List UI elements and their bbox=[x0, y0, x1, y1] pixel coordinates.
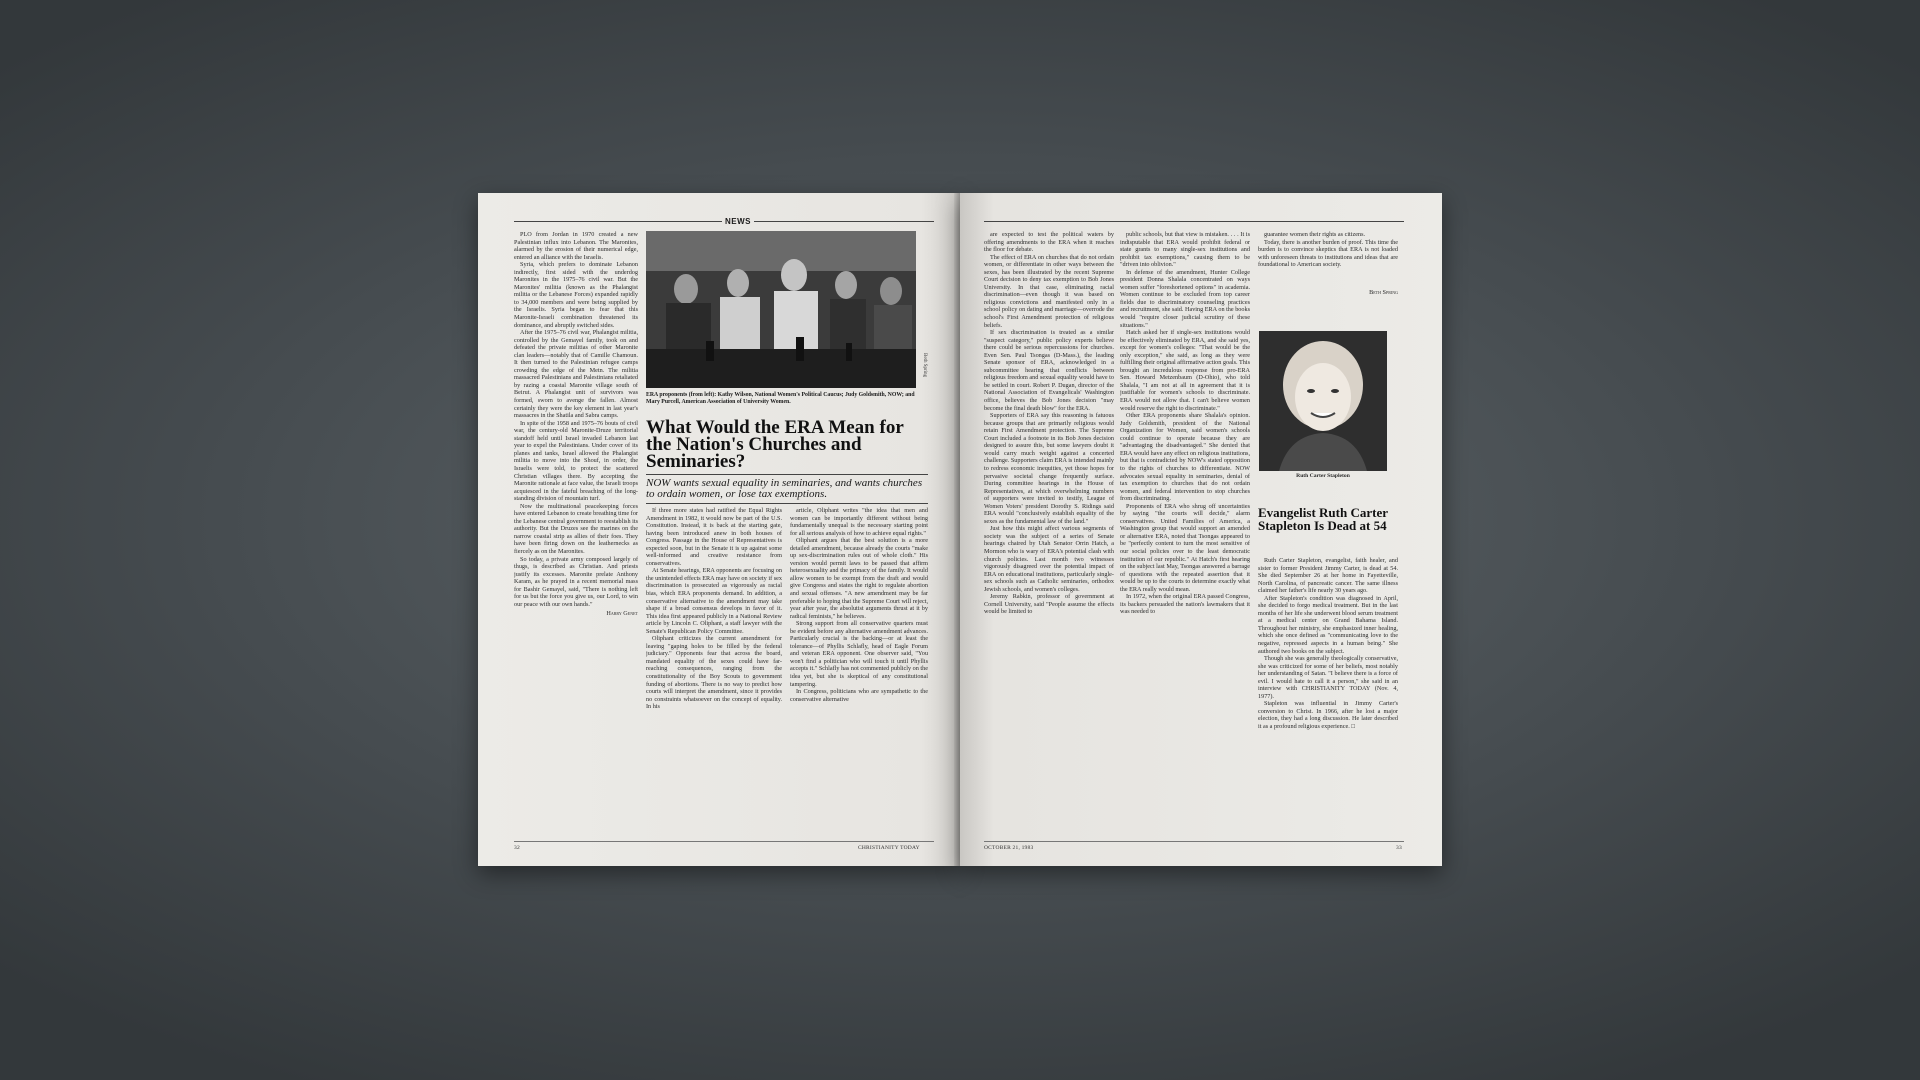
byline: Harry Genet bbox=[606, 610, 638, 618]
paragraph: Stapleton was influential in Jimmy Carter's conversion to Christ. In 1966, after he lost a major election, they had a long discussion. He later described it as a profound religious experience. □ bbox=[1258, 700, 1398, 731]
left-column-3 bbox=[790, 507, 928, 837]
portrait-image bbox=[1259, 331, 1387, 471]
paragraph: If three more states had ratified the Equal Rights Amendment in 1982, it would now be part of the U.S. Constitution. Instead, it is back at the starting gate, having been introduced anew in both houses of Congress. Passage in the House of Representatives is expected soon, but in the Senate it is up against some well-informed and creative resistance from conservatives. bbox=[646, 507, 782, 567]
paragraph: Other ERA proponents share Shalala's opinion. Judy Goldsmith, president of the National Organization for Women, said women's schools could continue to operate because they are "advantaging the disadvantaged." She denied that ERA would have any effect on religious institutions, but that is contradicted by NOW's stated opposition to the rights of churches to differentiate. NOW advocates sexual equality in seminaries, denial of tax exemption to churches that do not ordain women, and federal intervention to stop churches from discriminating. bbox=[1120, 412, 1250, 503]
right-column-3-bottom bbox=[1258, 557, 1398, 837]
paragraph: In Congress, politicians who are sympathetic to the conservative alternative bbox=[790, 688, 928, 703]
paragraph: If sex discrimination is treated as a similar "suspect category," public policy experts believe there could be serious repercussions for churches. Even Sen. Paul Tsongas (D-Mass.), the leading Senate sponsor of ERA, acknowledged in a subcommittee hearing that conflicts between religious freedom and sexual equality would have to be settled in court. Robert P. Dugan, director of the National Association of Evangelicals' Washington office, believes the Bob Jones decision "may become the final death blow" for the ERA. bbox=[984, 329, 1114, 412]
paragraph: Now the multinational peacekeeping forces have entered Lebanon to create breathing time for the Lebanese central government to reestablish its authority. But the Druzes see the marines on the narrow coastal strip as allies of their foes. They have been firing down on the leathernecks as fiercely as on the Maronites. bbox=[514, 502, 638, 555]
section-label: NEWS bbox=[722, 217, 754, 226]
paragraph: Just how this might affect various segments of society was the subject of a series of Senate hearings chaired by Utah Senator Orrin Hatch, a Mormon who is wary of ERA's potential clash with church policies. Last month two witnesses vigorously disagreed over the potential impact of ERA on educational institutions, particularly single-sex schools such as Catholic seminaries, orthodox Jewish schools, and women's colleges. bbox=[984, 525, 1114, 593]
page-number-left: 32 bbox=[514, 845, 520, 851]
paragraph: article, Oliphant writes "the idea that men and women can be importantly different without being fundamentally unequal is the necessary starting point for all serious analysis of how to achieve equal rights." bbox=[790, 507, 928, 537]
right-footer-rule bbox=[984, 841, 1404, 842]
paragraph: The effect of ERA on churches that do not ordain women, or differentiate in other ways between the sexes, has been illustrated by the recent Supreme Court decision to deny tax exemption to Bob Jones University. In that case, eliminating racial discrimination—even though it was based on religious convictions and manifested only in a school policy on dating and marriage—overrode the school's First Amendment protection of religious beliefs. bbox=[984, 253, 1114, 329]
paragraph: Ruth Carter Stapleton, evangelist, faith healer, and sister to former President Jimmy Carter, is dead at 54. She died September 26 at her home in Fayetteville, North Carolina, of pancreatic cancer. The same illness claimed her father's life nearly 30 years ago. bbox=[1258, 557, 1398, 595]
obituary-headline: Evangelist Ruth Carter Stapleton Is Dead at 54 bbox=[1258, 505, 1388, 533]
page-number-right: 33 bbox=[1396, 845, 1402, 851]
paragraph: Hatch asked her if single-sex institutions would be effectively eliminated by ERA, and she said yes, except for women's colleges: "That would be the only exception," she said, as long as they were fulfilling their original affirmative action goals. This brought an incredulous response from pro-ERA Sen. Howard Metzenbaum (D-Ohio), who told Shalala, "I am not at all in agreement that it is justifiable for women's schools to discriminate. ERA would not allow that. I can't believe women would reserve the right to discriminate." bbox=[1120, 329, 1250, 412]
right-column-3-top bbox=[1258, 231, 1398, 289]
footer-rule bbox=[514, 841, 934, 842]
paragraph: are expected to test the political waters by offering amendments to the ERA when it reaches the floor for debate. bbox=[984, 231, 1114, 254]
right-column-2 bbox=[1120, 231, 1250, 837]
headline-rule bbox=[646, 474, 928, 475]
magazine-title: CHRISTIANITY TODAY bbox=[858, 845, 920, 851]
left-column-1 bbox=[514, 231, 638, 831]
paragraph: Though she was generally theologically conservative, she was criticized for some of her beliefs, most notably her understanding of Satan. "I believe there is a force of evil. I would hate to call it a person," she said in an interview with CHRISTIANITY TODAY (Nov. 4, 1977). bbox=[1258, 655, 1398, 700]
left-page bbox=[478, 193, 960, 866]
paragraph: So today, a private army composed largely of thugs, is described as Christian. And priests justify its excesses. Maronite prelate Anthony Karam, as he prayed in a recent memorial mass for Bashir Gemayel, said, "There is nothing left for us but the force you give us, our Lord, to win our peace with our own hands." bbox=[514, 555, 638, 608]
stapleton-portrait bbox=[1259, 331, 1387, 471]
article-headline: What Would the ERA Mean for the Nation's Churches and Seminaries? bbox=[646, 417, 904, 472]
paragraph: Strong support from all conservative quarters must be evident before any alternative amendment advances. Particularly crucial is the backing—or at least the tolerance—of Phyllis Schlafly, head of Eagle Forum and veteran ERA opponent. One observer said, "You won't find a politician who will touch it until Phyllis accepts it." Schlafly has not commented publicly on the idea yet, but she is skeptical of any constitutional tampering. bbox=[790, 620, 928, 688]
right-column-1 bbox=[984, 231, 1114, 837]
paragraph: Supporters of ERA say this reasoning is fatuous because groups that are primarily religious would retain First Amendment protection. The Supreme Court included a footnote in its Bob Jones decision designed to assure this, but some lawyers doubt it would carry much weight against a concerted challenge. Supporters claim ERA is intended mainly to redress economic inequities, yet those hopes for pervasive societal change frequently surface. During committee hearings in the House of Representatives, at which overwhelming numbers of supporters were invited to testify, League of Women Voters' president Dorothy S. Ridings said ERA would "conclusively establish equality of the sexes as the fundamental law of the land." bbox=[984, 412, 1114, 525]
paragraph: Syria, which prefers to dominate Lebanon indirectly, first sided with the underdog Maronites in the 1975–76 civil war. But the Maronites' militia (known as the Phalangist militia or the Lebanese Forces) expanded rapidly to 34,000 members and were being supplied by the Israelis. Syria began to fear that this Maronite-Israeli combination threatened its dominance, and abruptly switched sides. bbox=[514, 261, 638, 329]
paragraph: Oliphant argues that the best solution is a more detailed amendment, because already the courts "make up sex-discrimination rules out of whole cloth." His version would permit laws to be passed that affirm heterosexuality and the primacy of the family. It would allow women to be exempt from the draft and would give Congress and states the right to regulate abortion and sexual offenses. "A new amendment may be far preferable to hoping that the Supreme Court will reject, year after year, the absolutist arguments thrust at it by radical feminists," he believes. bbox=[790, 537, 928, 620]
paragraph: public schools, but that view is mistaken. . . . It is indisputable that ERA would prohibit federal or state grants to many single-sex institutions and prohibit tax exemptions," causing them to be "driven into oblivion." bbox=[1120, 231, 1250, 269]
right-page bbox=[960, 193, 1442, 866]
paragraph: In spite of the 1958 and 1975–76 bouts of civil war, the century-old Maronite-Druze territorial standoff held until Israel invaded Lebanon last year to expel the Palestinians. Under cover of its planes and tanks, Israel allowed the Phalangist militia to move into the Shouf, in order, the Israelis were told, to protect the scattered Christian villages there. By accepting the Maronite rationale at face value, the Israeli troops acquiesced in the fateful breaching of the long-standing division of mountain turf. bbox=[514, 419, 638, 503]
issue-date: OCTOBER 21, 1983 bbox=[984, 845, 1034, 851]
paragraph: PLO from Jordan in 1970 created a new Palestinian influx into Lebanon. The Maronites, alarmed by the erosion of their numerical edge, entered an alliance with the Israelis. bbox=[514, 231, 638, 261]
paragraph: Jeremy Rabkin, professor of government at Cornell University, said "People assume the effects would be limited to bbox=[984, 593, 1114, 616]
paragraph: Oliphant criticizes the current amendment for leaving "gaping holes to be filled by the federal judiciary." Opponents fear that across the board, mandated equality of the sexes could have far-reaching consequences, ranging from the constitutionality of the Boy Scouts to government funding of abortions. There is no way to predict how courts will interpret the amendment, since it provides no constraints whatsoever on the concept of equality. In his bbox=[646, 635, 782, 711]
magazine-spread bbox=[478, 193, 1442, 866]
left-column-2 bbox=[646, 507, 782, 837]
era-byline: Beth Spring bbox=[1369, 289, 1398, 296]
hearing-photo-image bbox=[646, 231, 916, 388]
paragraph: At Senate hearings, ERA opponents are focusing on the unintended effects ERA may have on society if sex discrimination is prosecuted as vigorously as racial bias, which ERA proponents demand. In addition, a conservative alternative to the amendment may take shape if a broad consensus develops in favor of it. This idea first appeared publicly in a National Review article by Lincoln C. Oliphant, a staff lawyer with the Senate's Republican Policy Committee. bbox=[646, 567, 782, 635]
deck-rule bbox=[646, 503, 928, 504]
article-deck: NOW wants sexual equality in seminaries, and wants churches to ordain women, or lose tax exemptions. bbox=[646, 477, 923, 500]
portrait-caption: Ruth Carter Stapleton bbox=[1296, 473, 1350, 479]
photo-caption: ERA proponents (from left): Kathy Wilson, National Women's Political Caucus; Judy Goldsmith, NOW; and Mary Purcell, American Association of University Women. bbox=[646, 392, 915, 405]
right-header-rule bbox=[984, 221, 1404, 222]
paragraph: In 1972, when the original ERA passed Congress, its backers persuaded the nation's lawmakers that it was needed to bbox=[1120, 593, 1250, 616]
paragraph: guarantee women their rights as citizens. bbox=[1264, 231, 1366, 238]
paragraph: In defense of the amendment, Hunter College president Donna Shalala concentrated on ways women suffer "foreshortened options" in academia. Women continue to be excluded from top career fields due to discriminatory counseling practices and recruitment, she said. Having ERA on the books would "require closer judicial scrutiny of these situations." bbox=[1120, 268, 1250, 329]
paragraph: Today, there is another burden of proof. This time the burden is to convince skeptics that ERA is not loaded with unforeseen threats to institutions and ideas that are foundational to American society. bbox=[1258, 238, 1398, 269]
paragraph: Proponents of ERA who shrug off uncertainties by saying "the courts will decide," alarm conservatives. United Families of America, a Washington group that would support an amended or alternative ERA, noted that Tsongas appeared to be "perfectly content to turn the most sensitive of our social policies over to the least democratic institution of our republic." At Hatch's first hearing on the subject last May, Tsongas answered a barrage of questions with the repeated assertion that it would be up to the courts to determine exactly what the ERA really would mean. bbox=[1120, 502, 1250, 593]
photo-credit: Beth Spring bbox=[922, 353, 927, 378]
paragraph: After the 1975–76 civil war, Phalangist militia, controlled by the Gemayel family, took on and defeated the private militias of other Maronite clan leaders—notably that of Camille Chamoun. It then turned to the Palestinian refugee camps crowding the edge of the Metn. The militia massacred Palestinians and Palestinians retaliated by razing a coastal Maronite village south of Beirut. A Phalangist unit of survivors was formed, sworn to avenge the fallen. Almost certainly they were the key element in last year's massacres in the Shatila and Sabra camps. bbox=[514, 329, 638, 420]
hearing-photo bbox=[646, 231, 916, 388]
paragraph: After Stapleton's condition was diagnosed in April, she decided to forgo medical treatment. But in the last months of her life she underwent blood serum treatment at a medical center on Grand Bahama Island. Throughout her ministry, she emphasized inner healing, which she once defined as "communicating love to the negative, repressed aspects in a human being." She authored two books on the subject. bbox=[1258, 594, 1398, 655]
